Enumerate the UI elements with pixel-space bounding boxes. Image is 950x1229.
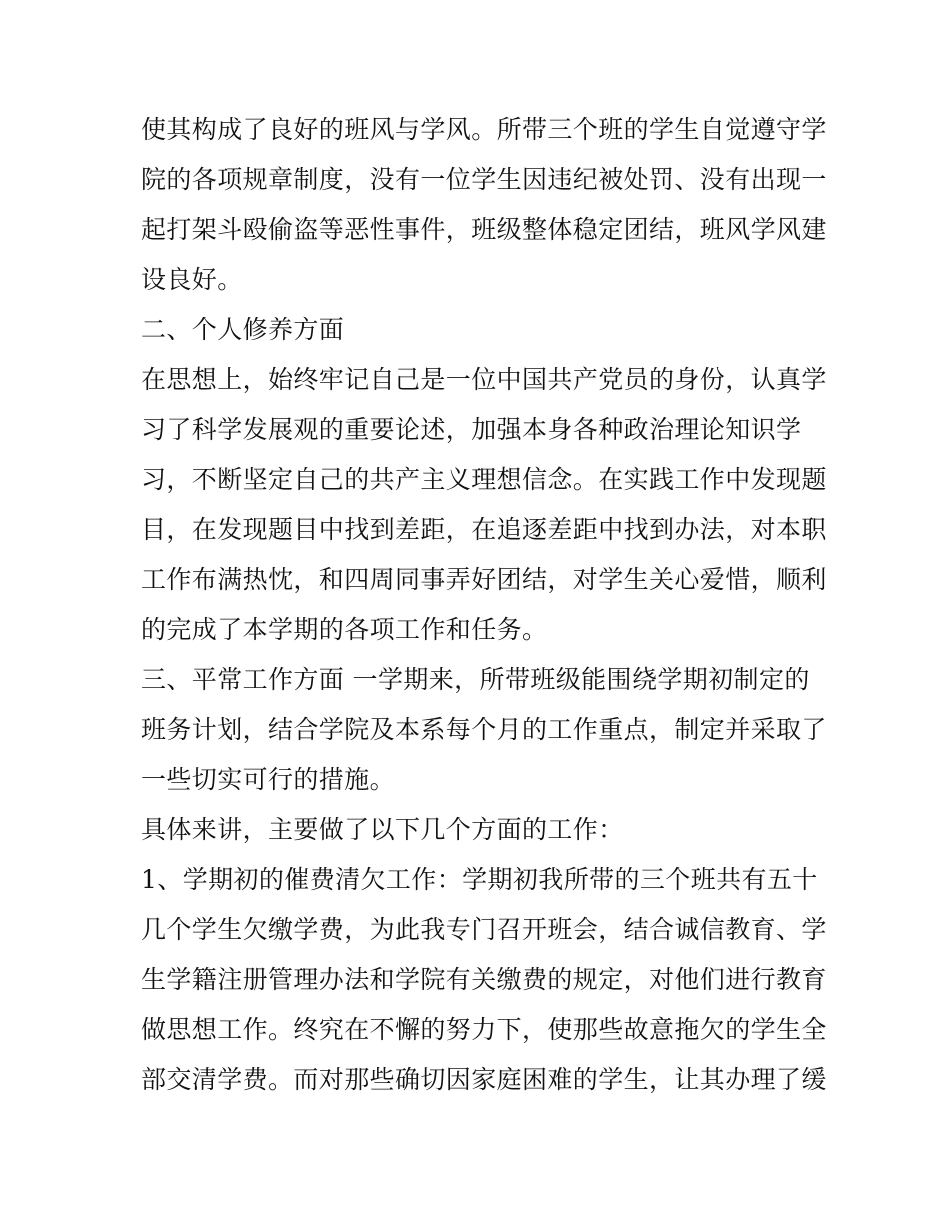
text-line: 几个学生欠缴学费，为此我专门召开班会，结合诚信教育、学 [141,915,827,944]
text-line: 1、学期初的催费清欠工作：学期初我所带的三个班共有五十 [141,865,818,894]
text-line: 使其构成了良好的班风与学风。所带三个班的学生自觉遵守学 [141,115,827,144]
text-line: 工作布满热忱，和四周同事弄好团结，对学生关心爱惜，顺利 [141,565,827,594]
text-line: 习了科学发展观的重要论述，加强本身各种政治理论知识学 [141,415,802,444]
text-line: 目，在发现题目中找到差距，在追逐差距中找到办法，对本职 [141,515,827,544]
section-heading: 二、个人修养方面 [141,315,345,344]
text-line: 做思想工作。终究在不懈的努力下，使那些故意拖欠的学生全 [141,1015,827,1044]
text-line: 习，不断坚定自己的共产主义理想信念。在实践工作中发现题 [141,465,827,494]
text-line: 部交清学费。而对那些确切因家庭困难的学生，让其办理了缓 [141,1065,827,1094]
text-line: 一些切实可行的措施。 [141,765,396,794]
text-line: 具体来讲，主要做了以下几个方面的工作： [141,815,624,844]
section-heading: 三、平常工作方面 一学期来，所带班级能围绕学期初制定的 [141,665,810,694]
text-line: 设良好。 [141,265,243,294]
text-line: 班务计划，结合学院及本系每个月的工作重点，制定并采取了 [141,715,827,744]
text-line: 生学籍注册管理办法和学院有关缴费的规定，对他们进行教育 [141,965,827,994]
text-line: 的完成了本学期的各项工作和任务。 [141,615,548,644]
text-line: 院的各项规章制度，没有一位学生因违纪被处罚、没有出现一 [141,165,827,194]
text-line: 起打架斗殴偷盗等恶性事件，班级整体稳定团结，班风学风建 [141,215,827,244]
text-line: 在思想上，始终牢记自己是一位中国共产党员的身份，认真学 [141,365,827,394]
